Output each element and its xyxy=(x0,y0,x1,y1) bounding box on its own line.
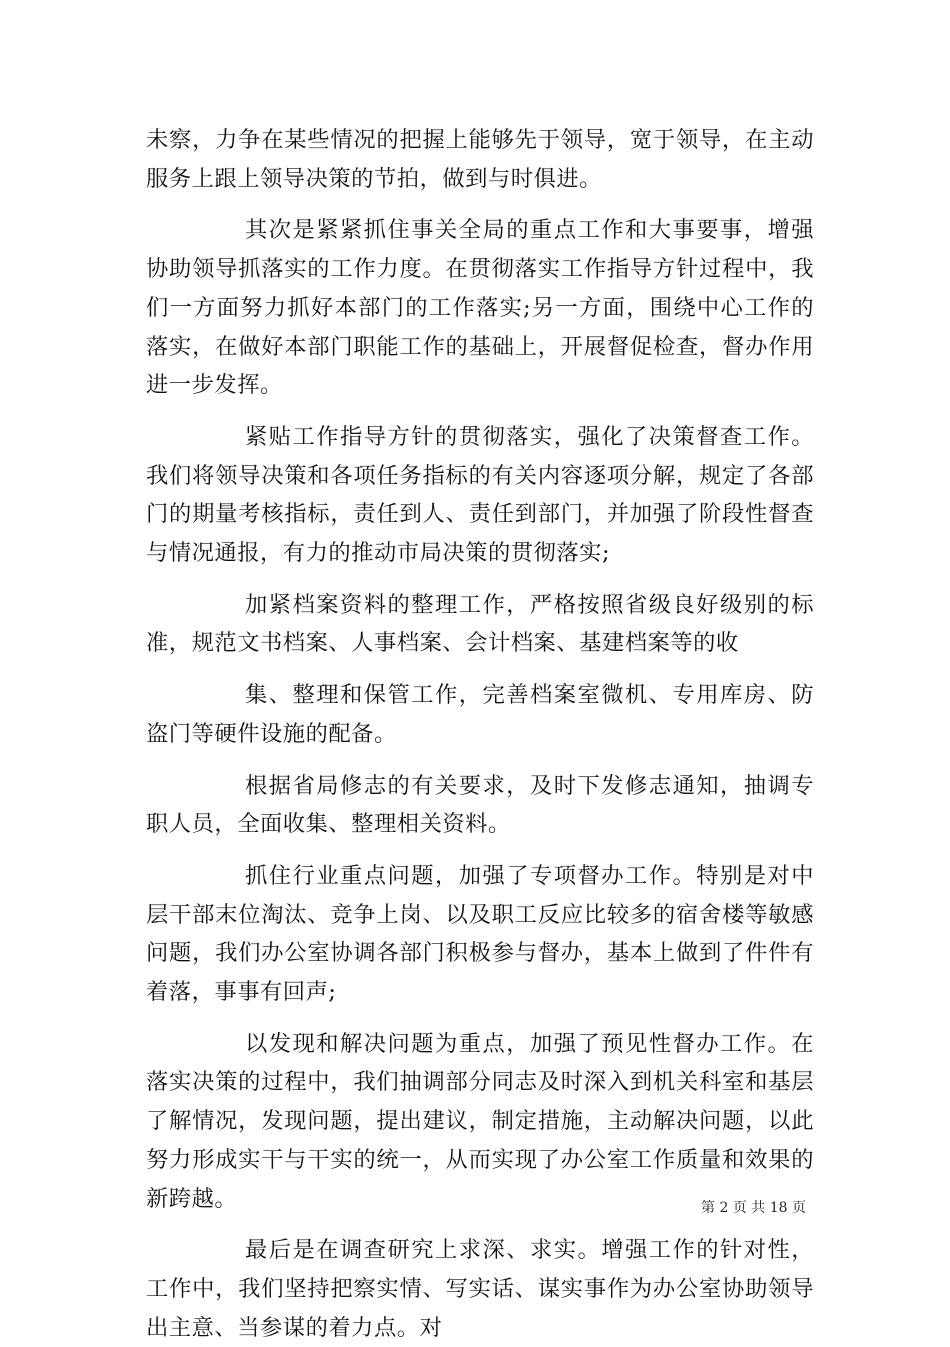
paragraph: 其次是紧紧抓住事关全局的重点工作和大事要事，增强协助领导抓落实的工作力度。在贯彻落实工作指导方针过程中，我们一方面努力抓好本部门的工作落实;另一方面，围绕中心工作的落实，在做好本部门职能工作的基础上，开展督促检查，督办作用进一步发挥。 xyxy=(146,217,814,399)
document-body xyxy=(146,121,814,1347)
paragraph: 以发现和解决问题为重点，加强了预见性督办工作。在落实决策的过程中，我们抽调部分同志及时深入到机关科室和基层了解情况，发现问题，提出建议，制定措施，主动解决问题，以此努力形成实干与干实的统一，从而实现了办公室工作质量和效果的新跨越。 xyxy=(146,1030,814,1212)
page-number-footer: 第 2 页 共 18 页 xyxy=(701,1200,806,1216)
paragraph: 加紧档案资料的整理工作，严格按照省级良好级别的标准，规范文书档案、人事档案、会计档案、基建档案等的收 xyxy=(146,591,814,657)
paragraph: 未察，力争在某些情况的把握上能够先于领导，宽于领导，在主动服务上跟上领导决策的节拍，做到与时俱进。 xyxy=(146,127,814,192)
paragraph: 根据省局修志的有关要求，及时下发修志通知，抽调专职人员，全面收集、整理相关资料。 xyxy=(146,772,814,838)
paragraph: 最后是在调查研究上求深、求实。增强工作的针对性，工作中，我们坚持把察实情、写实话、谋实事作为办公室协助领导出主意、当参谋的着力点。对 xyxy=(146,1237,814,1341)
paragraph: 抓住行业重点问题，加强了专项督办工作。特别是对中层干部末位淘汰、竞争上岗、以及职工反应比较多的宿舍楼等敏感问题，我们办公室协调各部门积极参与督办，基本上做到了件件有着落，事事有回声; xyxy=(146,862,814,1006)
paragraph: 紧贴工作指导方针的贯彻落实，强化了决策督查工作。我们将领导决策和各项任务指标的有关内容逐项分解，规定了各部门的期量考核指标，责任到人、责任到部门，并加强了阶段性督查与情况通报，有力的推动市局决策的贯彻落实; xyxy=(146,423,814,567)
paragraph: 集、整理和保管工作，完善档案室微机、专用库房、防盗门等硬件设施的配备。 xyxy=(146,682,814,747)
